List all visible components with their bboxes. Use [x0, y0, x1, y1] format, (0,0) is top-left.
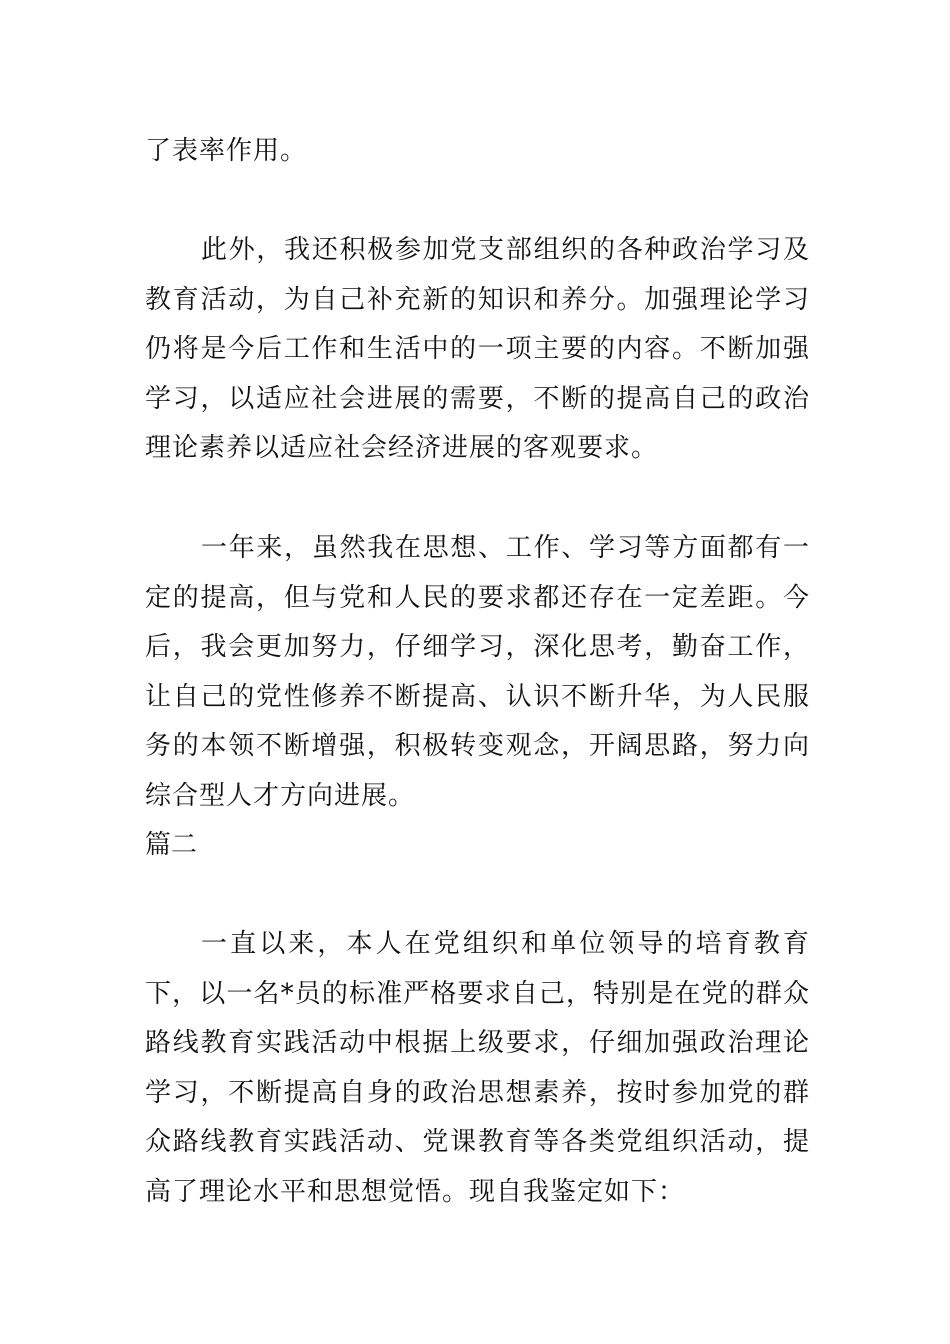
paragraph-self-assessment: 一直以来，本人在党组织和单位领导的培育教育下，以一名*员的标准严格要求自己，特别是在党的群众路线教育实践活动中根据上级要求，仔细加强政治理论学习，不断提高自身的政治思想素养，按时参加党的群众路线教育实践活动、党课教育等各类党组织活动，提高了理论水平和思想觉悟。现自我鉴定如下：	[145, 929, 810, 1207]
paragraph-year-summary: 一年来，虽然我在思想、工作、学习等方面都有一定的提高，但与党和人民的要求都还存在一定差距。今后，我会更加努力，仔细学习，深化思考，勤奋工作，让自己的党性修养不断提高、认识不断升华，为人民服务的本领不断增强，积极转变观念，开阔思路，努力向综合型人才方向进展。	[145, 533, 810, 811]
paragraph-continuation: 了表率作用。	[145, 136, 308, 166]
paragraph-study: 此外，我还积极参加党支部组织的各种政治学习及教育活动，为自己补充新的知识和养分。加强理论学习仍将是今后工作和生活中的一项主要的内容。不断加强学习，以适应社会进展的需要，不断的提高自己的政治理论素养以适应社会经济进展的客观要求。	[145, 235, 810, 464]
section-heading: 篇二	[145, 830, 198, 860]
